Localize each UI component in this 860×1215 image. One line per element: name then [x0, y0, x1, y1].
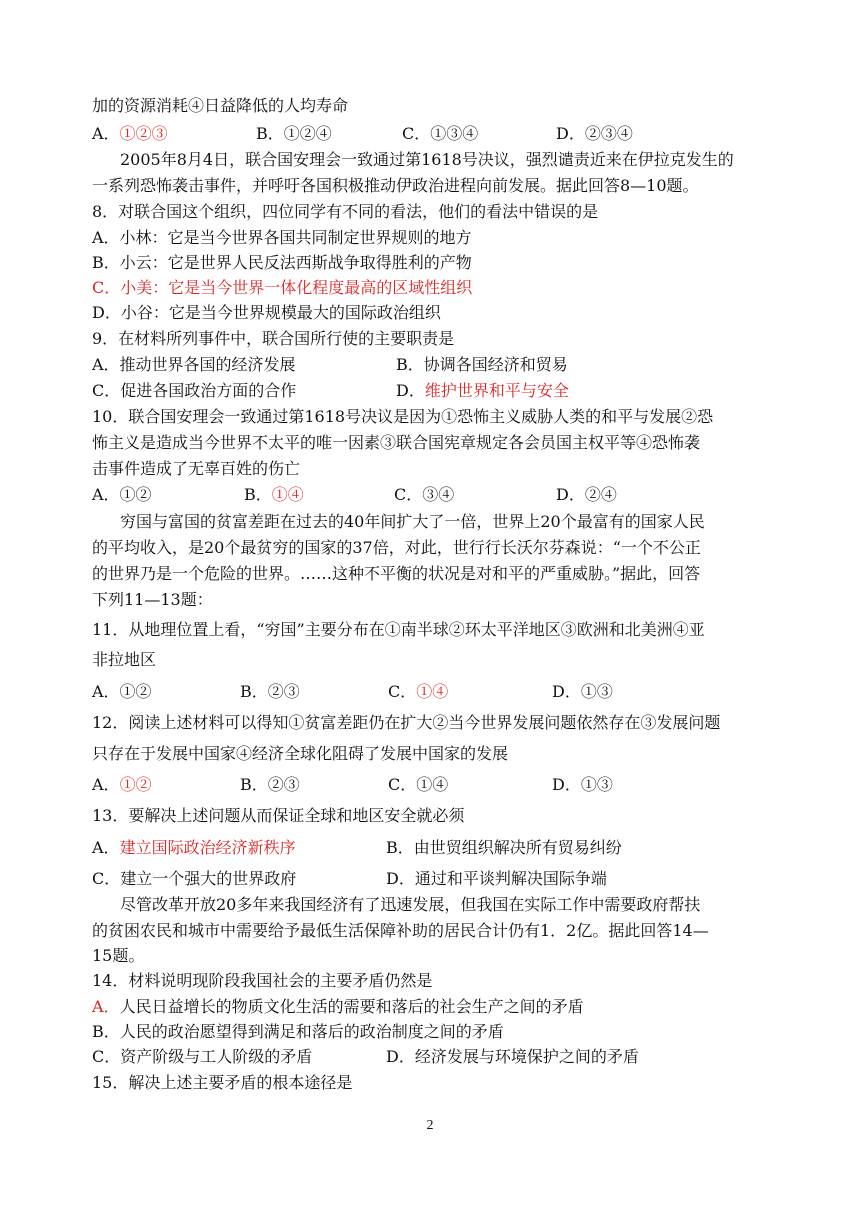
q11-line1: 11．从地理位置上看，“穷国”主要分布在①南半球②环太平洋地区③欧洲和北美洲④亚	[92, 620, 705, 639]
q15-stem: 15．解决上述主要矛盾的根本途径是	[92, 1073, 353, 1092]
q8-option-a: A．小林：它是当今世界各国共同制定世界规则的地方	[92, 228, 472, 247]
page-number: 2	[426, 1118, 434, 1133]
answer-mark: ①④	[271, 485, 304, 504]
q10-line1: 10．联合国安理会一致通过第1618号决议是因为①恐怖主义威胁人类的和平与发展②恐	[92, 407, 714, 426]
q8-option-b: B．小云：它是世界人民反法西斯战争取得胜利的产物	[92, 253, 472, 272]
answer-mark: 建立国际政治经济新秩序	[119, 838, 296, 857]
q9-option-c: C．促进各国政治方面的合作	[92, 381, 297, 400]
q7-option-b: B．①②④	[256, 124, 332, 143]
q11-option-a: A．①②	[92, 682, 152, 701]
q13-option-a: A．建立国际政治经济新秩序	[92, 838, 296, 857]
q13-stem: 13．要解决上述问题从而保证全球和地区安全就必须	[92, 806, 465, 825]
q13-option-b: B．由世贸组织解决所有贸易纠纷	[386, 838, 622, 857]
answer-mark: ①②③	[119, 124, 168, 143]
q14-option-a: A．人民日益增长的物质文化生活的需要和落后的社会生产之间的矛盾	[92, 997, 584, 1016]
q10-option-a: A．①②	[92, 485, 152, 504]
q13-option-c: C．建立一个强大的世界政府	[92, 869, 297, 888]
answer-mark: 它是当今世界一体化程度最高的区域性组织	[168, 278, 473, 297]
passage2-line1: 穷国与富国的贫富差距在过去的40年间扩大了一倍，世界上20个最富有的国家人民	[120, 512, 705, 531]
q12-line2: 只存在于发展中国家④经济全球化阻碍了发展中国家的发展	[92, 744, 509, 763]
passage2-line4: 下列11—13题：	[92, 590, 213, 609]
passage2-line2: 的平均收入，是20个最贫穷的国家的37倍，对此，世行行长沃尔芬森说：“一个不公正	[92, 538, 701, 557]
q12-option-c: C．①④	[388, 775, 449, 794]
q10-option-b: B．①④	[244, 485, 304, 504]
q10-option-c: C．③④	[394, 485, 455, 504]
q11-line2: 非拉地区	[92, 650, 157, 669]
q12-option-b: B．②③	[240, 775, 300, 794]
q8-option-c: C．小美：它是当今世界一体化程度最高的区域性组织	[92, 278, 473, 297]
q11-option-c: C．①④	[388, 682, 449, 701]
q11-option-d: D．①③	[552, 682, 613, 701]
q10-line2: 怖主义是造成当今世界不太平的唯一因素③联合国宪章规定各会员国主权平等④恐怖袭	[92, 433, 701, 452]
q12-option-d: D．①③	[552, 775, 613, 794]
q9-stem: 9．在材料所列事件中，联合国所行使的主要职责是	[92, 329, 455, 348]
passage1-line2: 一系列恐怖袭击事件，并呼吁各国积极推动伊政治进程向前发展。据此回答8—10题。	[92, 176, 699, 195]
q9-option-a: A．推动世界各国的经济发展	[92, 355, 296, 374]
answer-mark: ①④	[416, 682, 449, 701]
q7-option-d: D．②③④	[556, 124, 633, 143]
q7-stem-tail: 加的资源消耗④日益降低的人均寿命	[92, 96, 349, 115]
q8-option-d: D．小谷：它是当今世界规模最大的国际政治组织	[92, 303, 441, 322]
passage3-line3: 15题。	[92, 946, 145, 965]
passage3-line2: 的贫困农民和城市中需要给予最低生活保障补助的居民合计仍有1．2亿。据此回答14—	[92, 921, 709, 940]
q12-option-a: A．①②	[92, 775, 152, 794]
q7-option-a: A．①②③	[92, 124, 168, 143]
q12-line1: 12．阅读上述材料可以得知①贫富差距仍在扩大②当今世界发展问题依然存在③发展问题	[92, 713, 721, 732]
q10-option-d: D．②④	[556, 485, 617, 504]
passage2-line3: 的世界乃是一个危险的世界。……这种不平衡的状况是对和平的严重威胁。”据此，回答	[92, 564, 701, 583]
q14-option-d: D．经济发展与环境保护之间的矛盾	[386, 1047, 639, 1066]
q11-option-b: B．②③	[240, 682, 300, 701]
passage3-line1: 尽管改革开放20多年来我国经济有了迅速发展，但我国在实际工作中需要政府帮扶	[120, 895, 701, 914]
passage1-line1: 2005年8月4日，联合国安理会一致通过第1618号决议，强烈谴责近来在伊拉克发生的	[120, 150, 734, 169]
q8-stem: 8．对联合国这个组织，四位同学有不同的看法，他们的看法中错误的是	[92, 202, 599, 221]
q14-option-c: C．资产阶级与工人阶级的矛盾	[92, 1047, 313, 1066]
q7-option-c: C．①③④	[402, 124, 479, 143]
q14-stem: 14．材料说明现阶段我国社会的主要矛盾仍然是	[92, 971, 433, 990]
answer-mark: ①②	[119, 775, 152, 794]
answer-mark: A．	[92, 997, 120, 1016]
q13-option-d: D．通过和平谈判解决国际争端	[386, 869, 607, 888]
q14-option-b: B．人民的政治愿望得到满足和落后的政治制度之间的矛盾	[92, 1022, 504, 1041]
q10-line3: 击事件造成了无辜百姓的伤亡	[92, 459, 301, 478]
q9-option-b: B．协调各国经济和贸易	[396, 355, 568, 374]
answer-mark: 维护世界和平与安全	[424, 381, 569, 400]
q9-option-d: D．维护世界和平与安全	[396, 381, 569, 400]
